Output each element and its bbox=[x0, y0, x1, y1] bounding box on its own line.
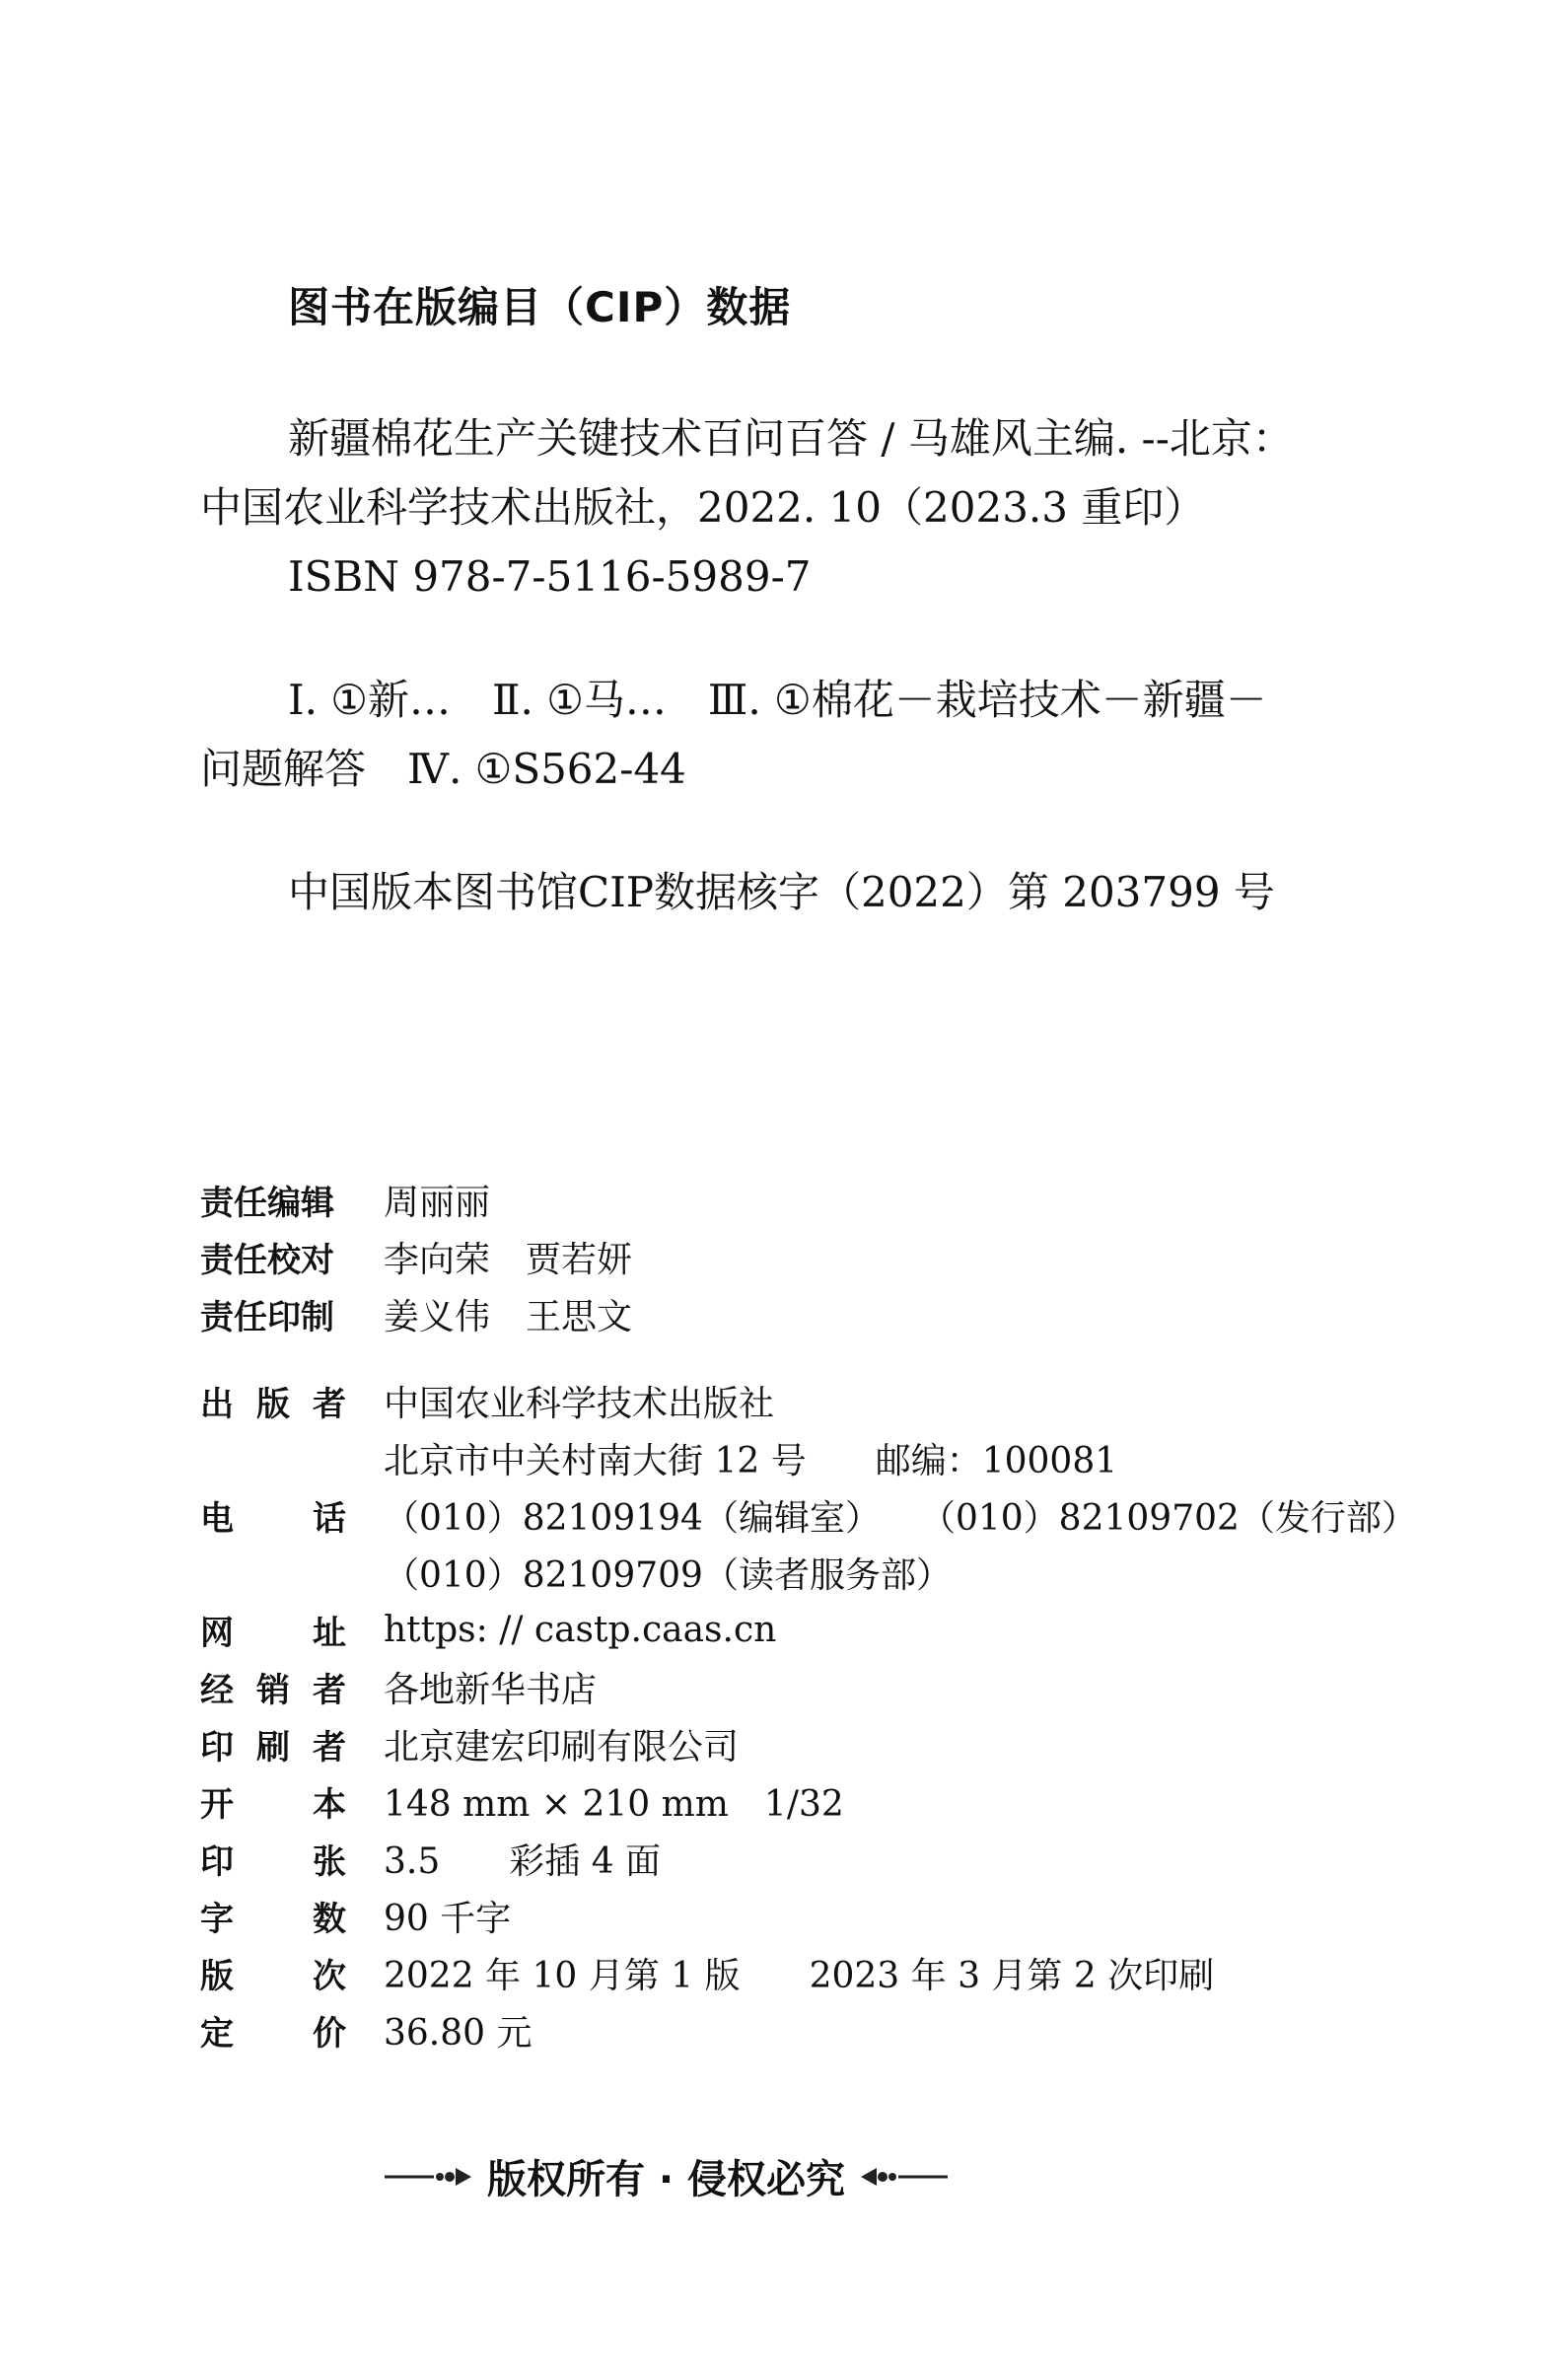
copyright-notice: 版权所有 · 侵权必究 bbox=[487, 2157, 846, 2202]
publication-info-table bbox=[200, 1171, 1417, 2058]
format-label: 开 本 bbox=[200, 1784, 346, 1825]
cip-publisher-line: 中国农业科学技术出版社，2022. 10（2023.3 重印） bbox=[200, 483, 1206, 532]
phone-distribution: （010）82109702（发行部） bbox=[919, 1497, 1417, 1539]
staff-label: 责任编辑 bbox=[200, 1183, 334, 1223]
printer-row bbox=[200, 1715, 1417, 1772]
publisher-name: 中国农业科学技术出版社 bbox=[384, 1383, 775, 1424]
staff-label: 责任校对 bbox=[200, 1240, 334, 1280]
right-ornament-icon bbox=[859, 2162, 948, 2192]
phone-editorial: （010）82109194（编辑室） bbox=[384, 1497, 881, 1539]
phone-value bbox=[384, 1486, 1417, 1544]
price-value: 36.80 元 bbox=[384, 2012, 532, 2054]
staff-row bbox=[200, 1228, 1417, 1285]
cip-classification-line-2: 问题解答 Ⅳ. ①S562-44 bbox=[200, 745, 686, 793]
words-row bbox=[200, 1887, 1417, 1944]
cip-isbn-line: ISBN 978-7-5116-5989-7 bbox=[288, 552, 812, 601]
publisher-label: 出 版 者 bbox=[200, 1384, 346, 1424]
color-plates: 彩插 4 面 bbox=[509, 1840, 662, 1882]
distributor-value: 各地新华书店 bbox=[384, 1669, 598, 1710]
publisher-postcode: 邮编：100081 bbox=[875, 1440, 1118, 1481]
left-ornament-icon bbox=[385, 2162, 473, 2192]
staff-row bbox=[200, 1171, 1417, 1228]
printer-label: 印 刷 者 bbox=[200, 1727, 346, 1767]
first-edition: 2022 年 10 月第 1 版 bbox=[384, 1955, 741, 1996]
website-row bbox=[200, 1601, 1417, 1658]
publisher-address-row bbox=[200, 1429, 1417, 1486]
publisher-row bbox=[200, 1372, 1417, 1429]
phone-reader-service: （010）82109709（读者服务部） bbox=[384, 1554, 952, 1596]
phone-label: 电 话 bbox=[200, 1498, 346, 1539]
staff-value: 姜义伟 王思文 bbox=[384, 1296, 633, 1337]
cip-heading: 图书在版编目（CIP）数据 bbox=[288, 283, 792, 331]
printer-value: 北京建宏印刷有限公司 bbox=[384, 1726, 740, 1767]
website-label: 网 址 bbox=[200, 1613, 346, 1653]
edition-value bbox=[384, 1944, 1417, 2001]
price-label: 定 价 bbox=[200, 2013, 346, 2054]
words-value: 90 千字 bbox=[384, 1898, 512, 1939]
format-row bbox=[200, 1772, 1417, 1830]
phone-row bbox=[200, 1486, 1417, 1544]
staff-value: 周丽丽 bbox=[384, 1182, 491, 1223]
copyright-footer bbox=[385, 2148, 948, 2204]
sheets-label: 印 张 bbox=[200, 1841, 346, 1882]
sheets-row bbox=[200, 1830, 1417, 1887]
staff-value: 李向荣 贾若妍 bbox=[384, 1239, 633, 1280]
edition-row bbox=[200, 1944, 1417, 2001]
price-row bbox=[200, 2001, 1417, 2058]
distributor-row bbox=[200, 1658, 1417, 1715]
publisher-address-value bbox=[384, 1429, 1417, 1486]
sheets-count: 3.5 bbox=[384, 1840, 441, 1882]
staff-row bbox=[200, 1285, 1417, 1342]
staff-label: 责任印制 bbox=[200, 1297, 334, 1337]
website-value: https: // castp.caas.cn bbox=[384, 1609, 777, 1650]
cip-record-number: 中国版本图书馆CIP数据核字（2022）第 203799 号 bbox=[288, 868, 1275, 916]
phone-row-2 bbox=[200, 1544, 1417, 1601]
cip-classification-line: Ⅰ. ①新… Ⅱ. ①马… Ⅲ. ①棉花－栽培技术－新疆－ bbox=[288, 676, 1267, 724]
reprint: 2023 年 3 月第 2 次印刷 bbox=[809, 1955, 1215, 1996]
words-label: 字 数 bbox=[200, 1899, 346, 1939]
publisher-address: 北京市中关村南大街 12 号 bbox=[384, 1440, 807, 1481]
cip-title-line: 新疆棉花生产关键技术百问百答 / 马雄风主编. --北京： bbox=[288, 414, 1294, 463]
distributor-label: 经 销 者 bbox=[200, 1670, 346, 1710]
format-value: 148 mm × 210 mm 1/32 bbox=[384, 1783, 844, 1825]
edition-label: 版 次 bbox=[200, 1956, 346, 1996]
sheets-value bbox=[384, 1830, 1417, 1887]
